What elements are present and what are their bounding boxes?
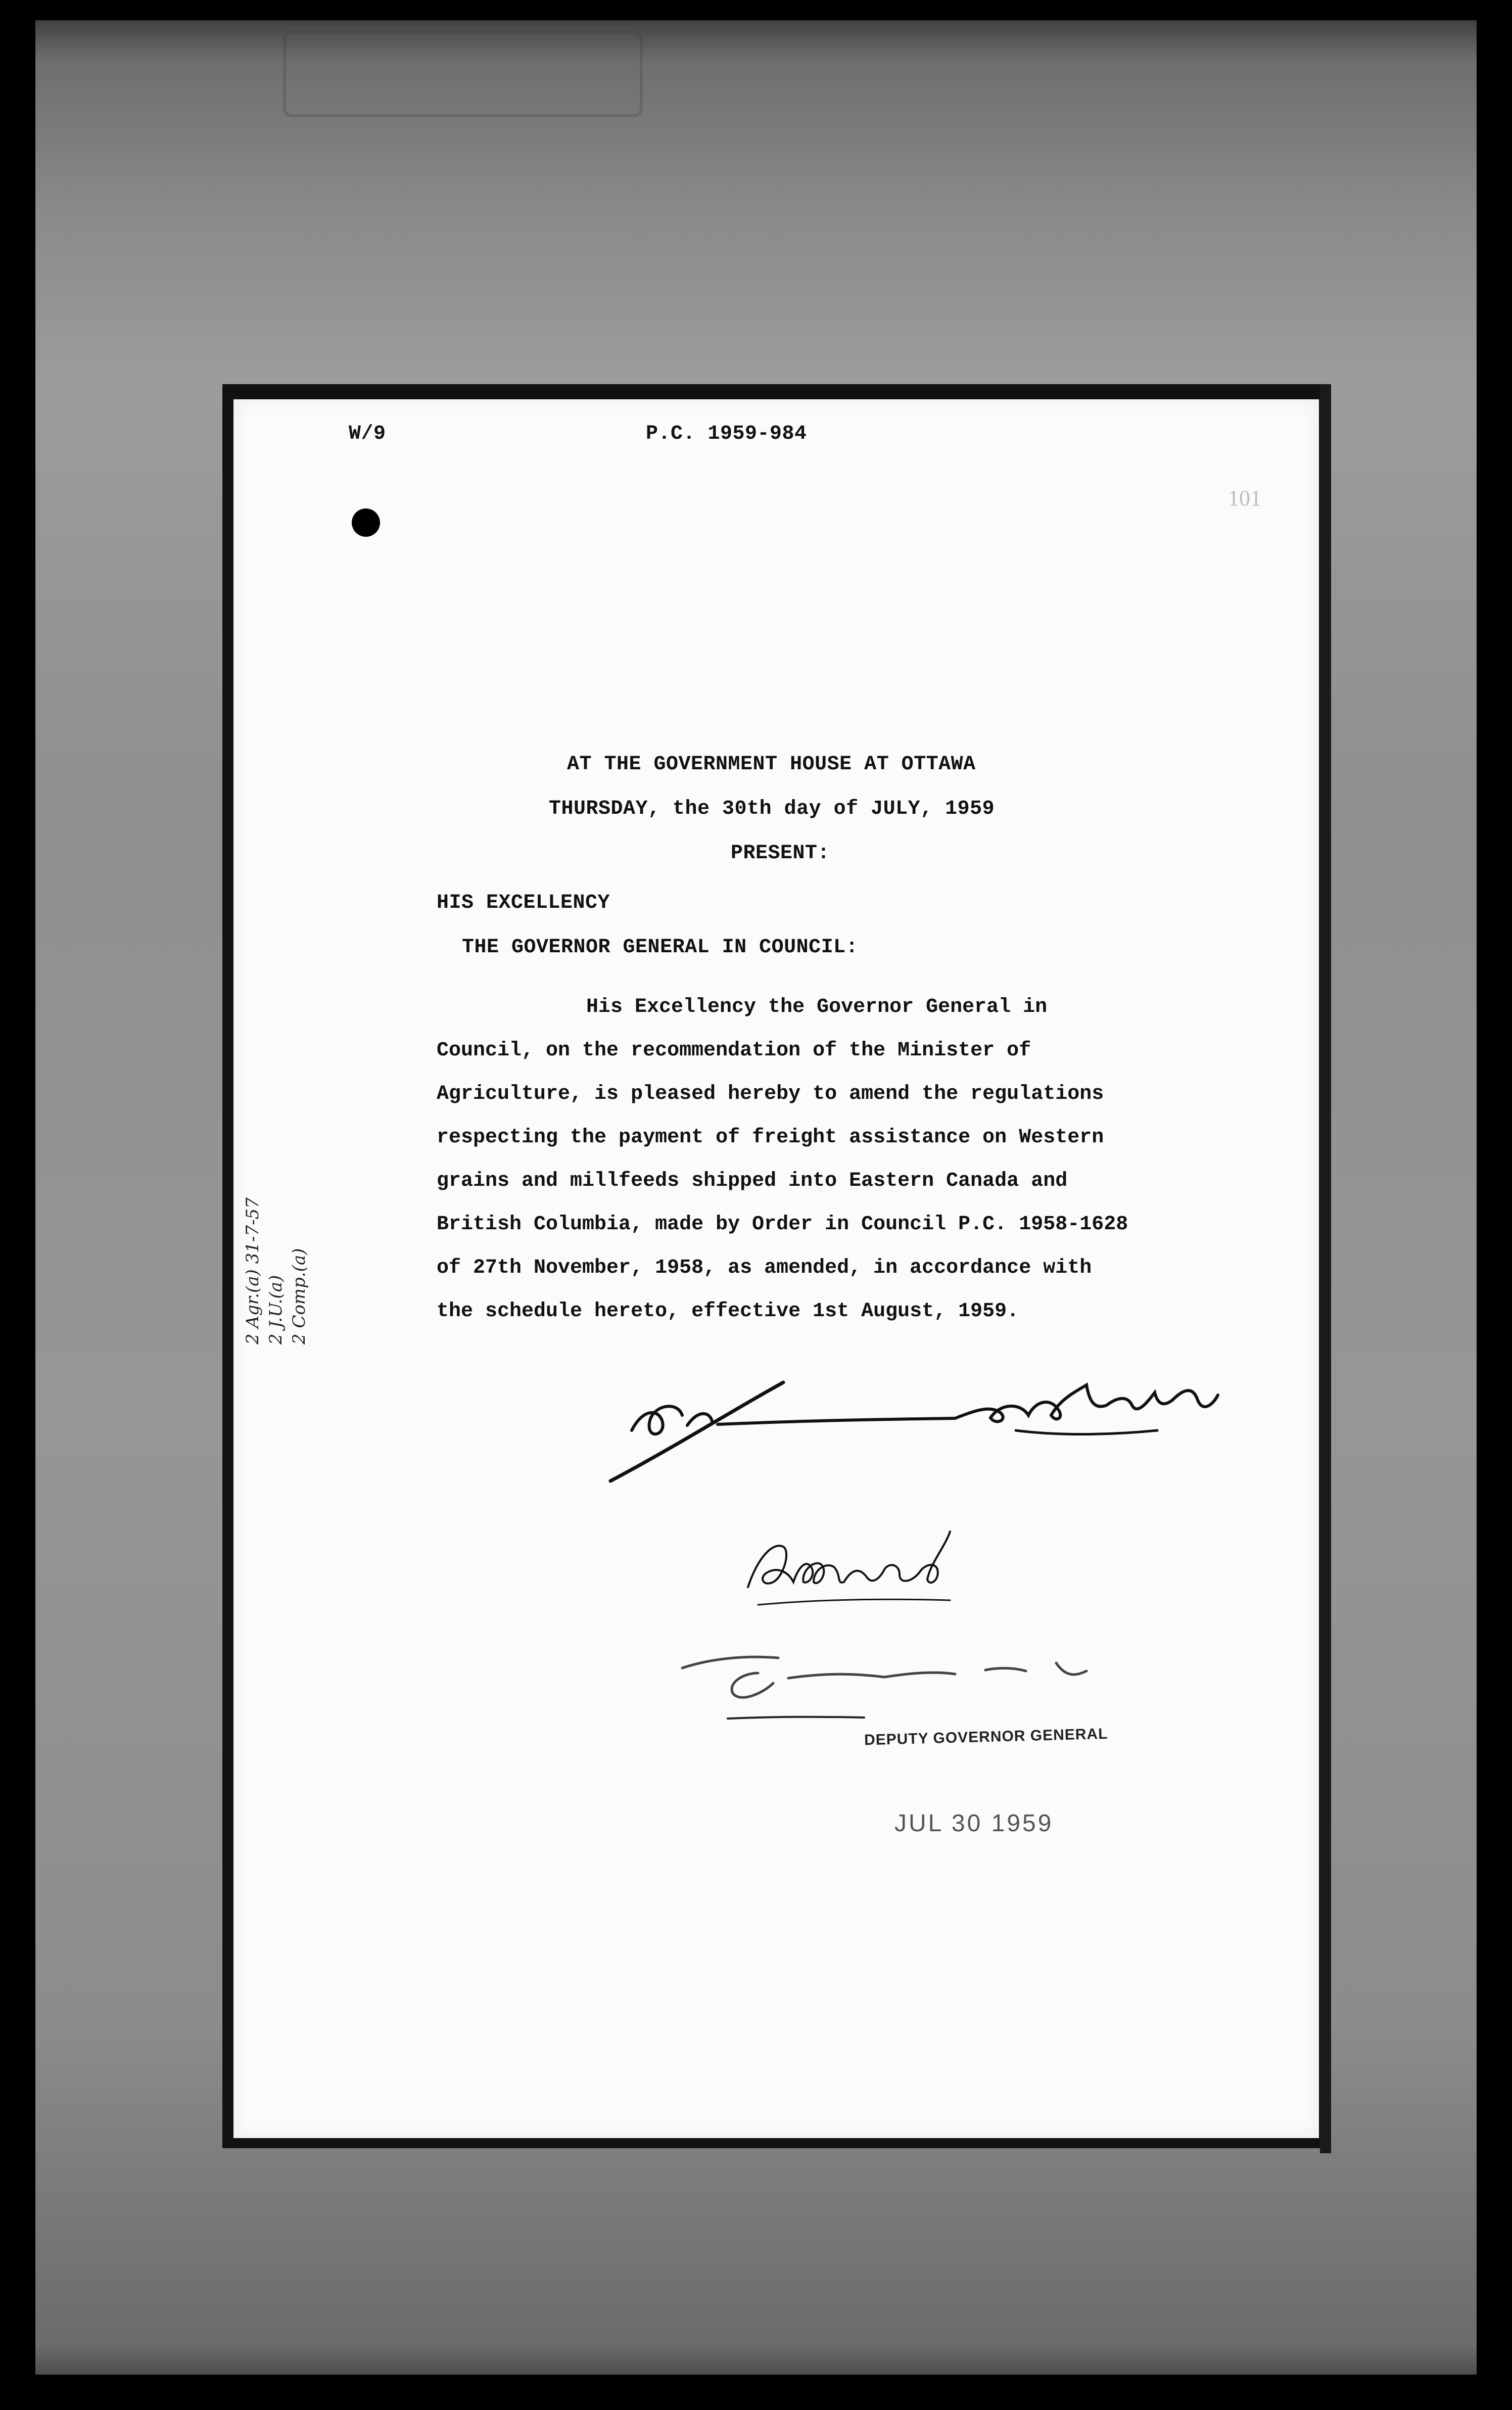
body-line-6: British Columbia, made by Order in Council P.C. 1958-1628 — [437, 1213, 1128, 1236]
faint-bleed-through-mark — [283, 30, 643, 117]
handwritten-signature — [601, 1355, 1258, 1506]
date-stamp: JUL 30 1959 — [894, 1810, 1054, 1837]
page-number: 101 — [1228, 486, 1261, 511]
body-line-4: respecting the payment of freight assistance on Western — [437, 1126, 1104, 1149]
deputy-signature — [672, 1638, 1127, 1724]
body-line-5: grains and millfeeds shipped into Eastern Canada and — [437, 1170, 1068, 1192]
body-line-1: His Excellency the Governor General in — [586, 996, 1048, 1018]
body-line-8: the schedule hereto, effective 1st August, 1959. — [437, 1300, 1019, 1323]
film-edge-top — [0, 0, 1512, 20]
heading-location: AT THE GOVERNMENT HOUSE AT OTTAWA — [567, 753, 976, 776]
approved-handwriting — [738, 1511, 960, 1612]
order-number: P.C. 1959-984 — [646, 423, 807, 445]
body-line-3: Agriculture, is pleased hereby to amend the regulations — [437, 1083, 1104, 1105]
margin-note-line-1: 2 Agr.(a) 31-7-57 — [243, 1197, 263, 1345]
film-edge-bottom — [0, 2375, 1512, 2410]
body-line-2: Council, on the recommendation of the Minister of — [437, 1039, 1031, 1062]
margin-distribution-note — [243, 1197, 312, 1345]
heading-present: PRESENT: — [731, 842, 830, 865]
punch-hole — [352, 508, 380, 537]
margin-note-line-2: 2 J.U.(a) — [266, 1275, 286, 1345]
heading-date: THURSDAY, the 30th day of JULY, 1959 — [549, 798, 995, 820]
file-code: W/9 — [349, 423, 386, 445]
film-edge-right — [1477, 0, 1512, 2410]
salutation-line-1: HIS EXCELLENCY — [437, 892, 610, 914]
deputy-governor-general-stamp: DEPUTY GOVERNOR GENERAL — [864, 1725, 1108, 1749]
margin-note-line-3: 2 Comp.(a) — [289, 1248, 309, 1345]
film-edge-left — [0, 0, 35, 2410]
salutation-line-2: THE GOVERNOR GENERAL IN COUNCIL: — [462, 936, 859, 959]
sheet-edge — [1320, 384, 1331, 2153]
body-line-7: of 27th November, 1958, as amended, in accordance with — [437, 1257, 1092, 1279]
